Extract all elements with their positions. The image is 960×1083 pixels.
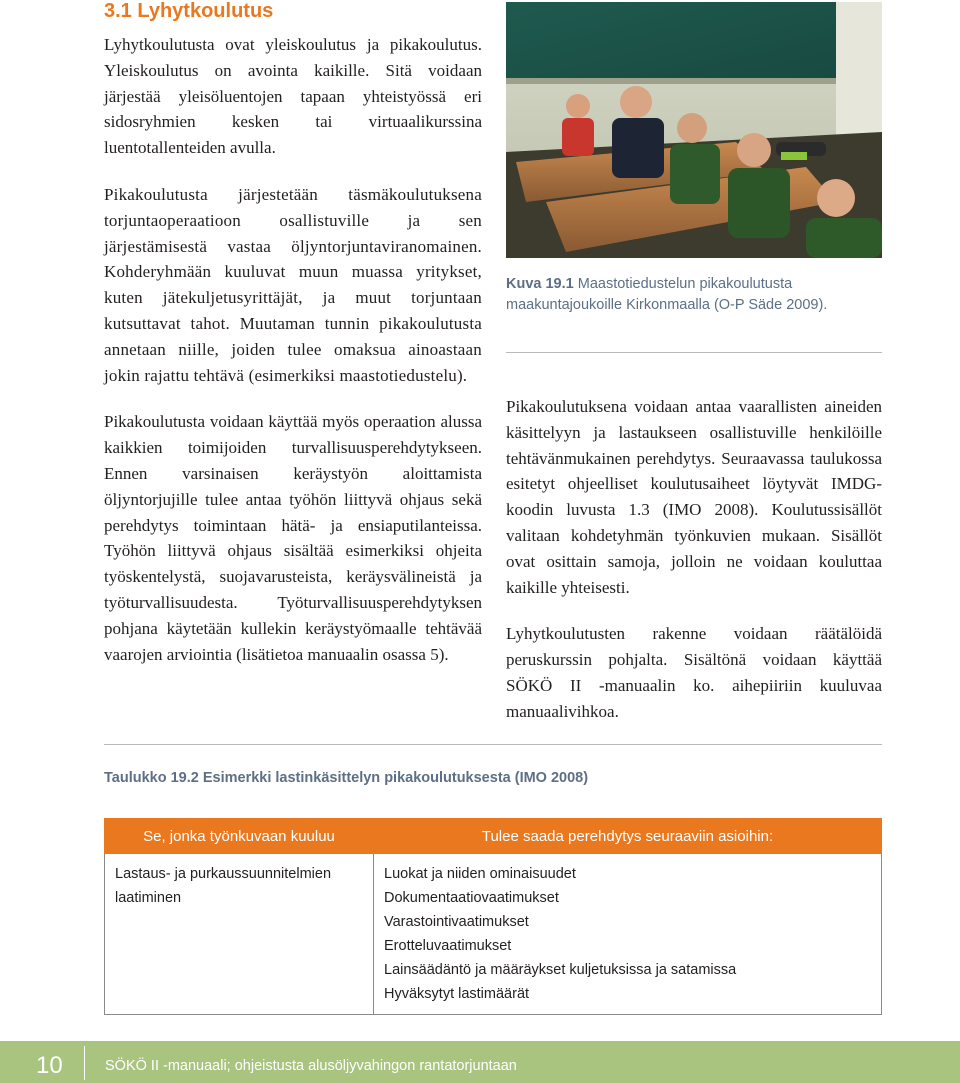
training-photo — [506, 2, 882, 258]
footer-title: SÖKÖ II -manuaali; ohjeistusta alusöljyvahingon rantatorjuntaan — [105, 1058, 517, 1074]
divider-full — [104, 744, 882, 745]
list-item: Varastointivaatimukset — [384, 914, 529, 930]
list-item: Luokat ja niiden ominaisuudet — [384, 866, 576, 882]
paragraph-safety-induction: Pikakoulutusta voidaan käyttää myös operaation alussa kaikkien toimijoiden turvallisuusperehdytykseen. Ennen varsinaisen keräystyön aloittamista öljyntorjujille tulee antaa työhön liittyvä ohjaus sekä perehdytys toimintaan hätä- ja ensiaputilanteissa. Työhön liittyvä ohjaus sisältää esimerkiksi ohjeita työskentelystä, suojavarusteista, keräysvälineistä ja työturvallisuudesta. Työturvallisuusperehdytyksen pohjana käytetään kullekin keräystyömaalle tehtävää vaarojen arviointia (lisätietoa manuaalin osassa 5). — [104, 412, 482, 664]
figure-label: Kuva 19.1 — [506, 276, 574, 292]
list-item: Dokumentaatiovaatimukset — [384, 890, 559, 906]
table-cell-role: Lastaus- ja purkaussuunnitelmien laatiminen — [105, 854, 374, 1015]
divider-right — [506, 352, 882, 353]
list-item: Lainsäädäntö ja määräykset kuljetuksissa ja satamissa — [384, 962, 737, 978]
paragraph-quick-training: Pikakoulutusta järjestetään täsmäkoulutuksena torjuntaoperaatioon osallistuville ja sen järjestämisestä vastaa öljyntorjuntaviranomainen. Kohderyhmään kuuluvat muun muassa yritykset, kuten jätekuljetusyrittäjät, ja muut torjuntaan kutsuttavat tahot. Muutaman tunnin pikakoulutusta annetaan niille, joiden tulee omaksua ainoastaan jokin rajattu tehtävä (esimerkiksi maastotiedustelu). — [104, 184, 482, 385]
list-item: Erotteluvaatimukset — [384, 938, 512, 954]
table-cell-topics — [374, 854, 882, 1015]
figure-caption — [506, 274, 882, 316]
table-row — [105, 854, 882, 1015]
paragraph-general-training: Lyhytkoulutusta ovat yleiskoulutus ja pikakoulutus. Yleiskoulutus on avointa kaikille. Sitä voidaan järjestää yleisöluentojen tapaan yhteistyössä eri sidosryhmien kesken tai virtuaalikurssina luentotallenteiden avulla. — [104, 35, 482, 158]
left-column — [104, 32, 482, 688]
table-header-topics: Tulee saada perehdytys seuraaviin asioihin: — [374, 819, 882, 854]
list-item: Hyväksytyt lastimäärät — [384, 986, 530, 1002]
page-number: 10 — [36, 1052, 63, 1079]
footer-divider — [84, 1046, 85, 1080]
table-header-row — [105, 819, 882, 854]
table-caption: Taulukko 19.2 Esimerkki lastinkäsittelyn pikakoulutuksesta (IMO 2008) — [104, 770, 589, 786]
right-column — [506, 394, 882, 746]
training-table — [104, 818, 882, 1015]
section-title: 3.1 Lyhytkoulutus — [104, 0, 274, 22]
figure-caption-text: Maastotiedustelun pikakoulutusta maakuntajoukoille Kirkonmaalla (O-P Säde 2009). — [506, 276, 828, 313]
paragraph-course-structure: Lyhytkoulutusten rakenne voidaan räätälöidä peruskurssin pohjalta. Sisältönä voidaan käyttää SÖKÖ II -manuaalin ko. aihepiiriin kuuluvaa manuaalivihkoa. — [506, 624, 882, 721]
paragraph-dangerous-goods: Pikakoulutuksena voidaan antaa vaarallisten aineiden käsittelyyn ja lastaukseen osallistuville henkilöille tehtävänmukainen perehdytys. Seuraavassa taulukossa esitetyt ohjeelliset koulutusaiheet löytyvät IMDG-koodin luvusta 1.3 (IMO 2008). Koulutussisällöt valitaan kohdetyhmän työnkuvien mukaan. Sisällöt ovat osittain samoja, jolloin ne voidaan kouluttaa kaikille yhteisesti. — [506, 397, 882, 597]
table-header-role: Se, jonka työnkuvaan kuuluu — [105, 819, 374, 854]
